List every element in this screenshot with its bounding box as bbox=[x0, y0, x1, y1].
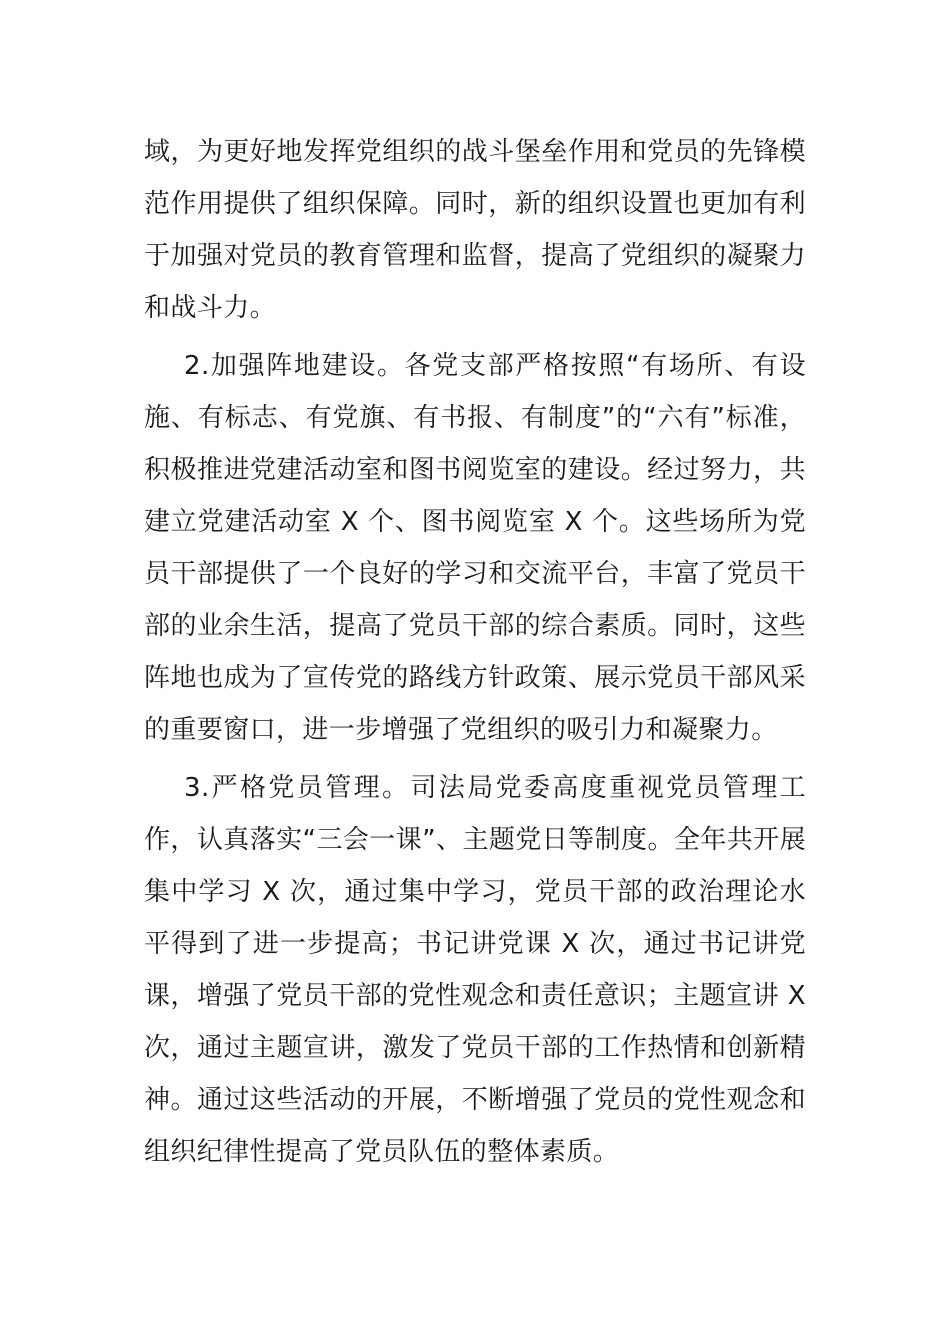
paragraph-position-building: 2.加强阵地建设。各党支部严格按照“有场所、有设施、有标志、有党旗、有书报、有制度”的“六有”标准，积极推进党建活动室和图书阅览室的建设。经过努力，共建立党建活动室 X 个、图书阅览室 X 个。这些场所为党员干部提供了一个良好的学习和交流平台，丰富了党员干部的业余生活，提高了党员干部的综合素质。同时，这些阵地也成为了宣传党的路线方针政策、展示党员干部风采的重要窗口，进一步增强了党组织的吸引力和凝聚力。 bbox=[144, 351, 806, 745]
paragraph-member-management: 3.严格党员管理。司法局党委高度重视党员管理工作，认真落实“三会一课”、主题党日等制度。全年共开展集中学习 X 次，通过集中学习，党员干部的政治理论水平得到了进一步提高；书记讲党课 X 次，通过书记讲党课，增强了党员干部的党性观念和责任意识；主题宣讲 X 次，通过主题宣讲，激发了党员干部的工作热情和创新精神。通过这些活动的开展，不断增强了党员的党性观念和组织纪律性提高了党员队伍的整体素质。 bbox=[144, 773, 806, 1167]
document-body bbox=[144, 126, 806, 1178]
paragraph-continuation: 域，为更好地发挥党组织的战斗堡垒作用和党员的先锋模范作用提供了组织保障。同时，新的组织设置也更加有利于加强对党员的教育管理和监督，提高了党组织的凝聚力和战斗力。 bbox=[144, 137, 806, 323]
